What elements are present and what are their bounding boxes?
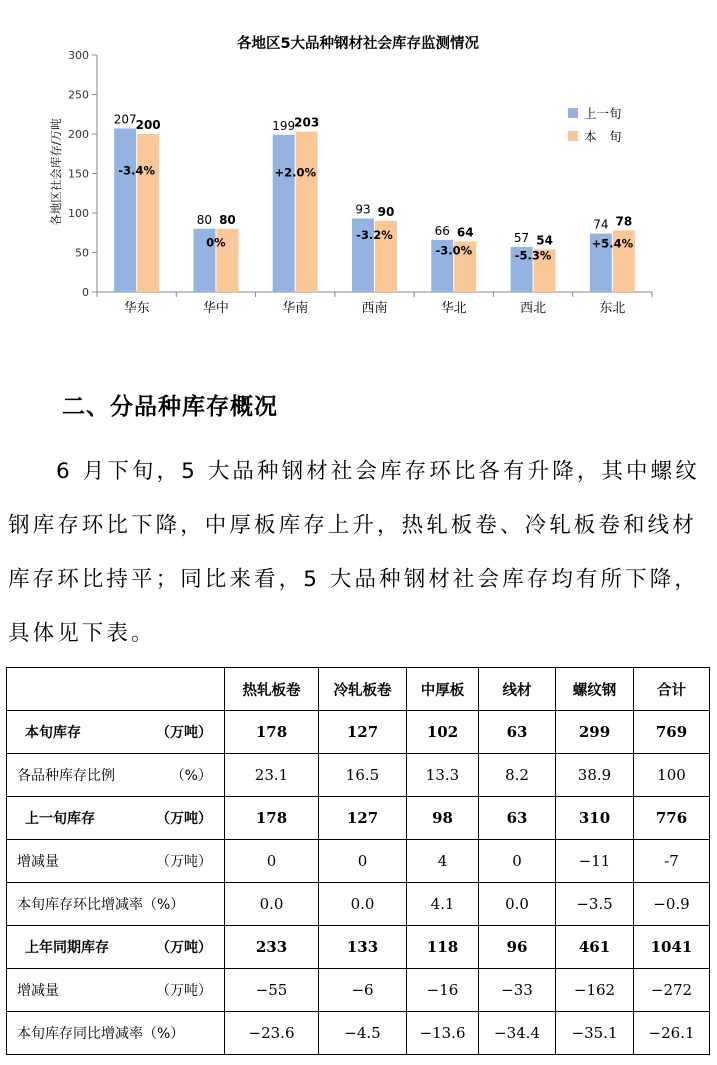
table-cell: 233	[225, 926, 319, 969]
table-cell: −35.1	[556, 1012, 634, 1055]
table-cell: 63	[479, 711, 556, 754]
y-tick-label: 150	[68, 167, 89, 181]
table-cell: 118	[407, 926, 479, 969]
table-cell: −3.5	[556, 883, 634, 926]
row-label-cell	[7, 797, 225, 840]
change-label: 0%	[206, 235, 226, 250]
y-tick-label: 200	[68, 128, 89, 141]
table-cell: 178	[225, 797, 319, 840]
table-cell: 4.1	[407, 883, 479, 926]
header-cell	[7, 668, 225, 711]
change-label: -5.3%	[514, 248, 552, 263]
bar-previous	[114, 128, 136, 292]
bar-current	[137, 134, 159, 292]
header-cell: 中厚板	[407, 668, 479, 711]
table-cell: 0.0	[225, 883, 319, 926]
x-tick-label: 华北	[440, 301, 467, 316]
row-label-cell	[7, 754, 225, 797]
table-cell: 1041	[634, 926, 710, 969]
y-tick-label: 250	[68, 88, 89, 102]
table-row	[7, 1012, 710, 1055]
table-header-row	[7, 668, 710, 711]
change-label: -3.2%	[356, 228, 393, 243]
row-label: 本旬库存同比增减率（%）	[17, 1026, 185, 1042]
row-unit: （万吨）	[156, 811, 212, 827]
table-cell: 16.5	[319, 754, 407, 797]
x-tick-label: 华中	[202, 301, 229, 316]
row-label-cell	[7, 926, 225, 969]
row-label: 各品种库存比例	[17, 768, 115, 784]
data-label-previous: 74	[593, 217, 609, 232]
data-label-previous: 93	[355, 202, 371, 217]
inventory-table	[6, 667, 710, 1055]
row-label: 本旬库存环比增减率（%）	[17, 897, 185, 913]
data-label-current: 200	[135, 118, 161, 132]
regional-inventory-chart	[0, 0, 717, 330]
table-cell: 63	[479, 797, 556, 840]
table-row	[7, 883, 710, 926]
data-label-current: 80	[219, 212, 236, 227]
change-label: -3.0%	[435, 243, 473, 258]
legend-label-previous: 上一旬	[584, 106, 622, 121]
table-cell: 127	[319, 711, 407, 754]
table-cell: −34.4	[479, 1012, 556, 1055]
data-label-current: 90	[377, 204, 395, 219]
table-cell: 776	[634, 797, 710, 840]
table-cell: −55	[225, 969, 319, 1012]
table-cell: 769	[634, 711, 710, 754]
table-cell: −26.1	[634, 1012, 710, 1055]
row-unit: （万吨）	[156, 940, 212, 956]
row-unit: （%）	[170, 768, 212, 784]
header-cell: 螺纹钢	[556, 668, 634, 711]
table-cell: −6	[319, 969, 407, 1012]
table-cell: -7	[634, 840, 710, 883]
y-tick-label: 50	[75, 246, 89, 260]
table-row	[7, 840, 710, 883]
row-label-cell	[7, 711, 225, 754]
y-tick-label: 0	[82, 286, 89, 299]
table-cell: 8.2	[479, 754, 556, 797]
table-cell: 38.9	[556, 754, 634, 797]
table-cell: 0	[225, 840, 319, 883]
table-cell: 0	[479, 840, 556, 883]
table-cell: 310	[556, 797, 634, 840]
table-cell: −272	[634, 969, 710, 1012]
legend-swatch-previous	[568, 108, 578, 118]
row-label: 增减量	[17, 983, 59, 999]
change-label: -3.4%	[118, 163, 155, 178]
y-axis-label: 各地区社会库存/万吨	[49, 118, 63, 226]
x-tick-label: 华东	[123, 301, 150, 316]
change-label: +2.0%	[274, 165, 316, 180]
row-unit: （万吨）	[156, 983, 212, 999]
table-row	[7, 711, 710, 754]
section-title: 二、分品种库存概况	[62, 394, 278, 420]
table-cell: 0.0	[479, 883, 556, 926]
row-label-cell	[7, 969, 225, 1012]
table-cell: 23.1	[225, 754, 319, 797]
change-label: +5.4%	[591, 236, 634, 251]
table-cell: −16	[407, 969, 479, 1012]
data-label-previous: 57	[513, 230, 530, 245]
data-label-current: 54	[536, 233, 553, 248]
row-label: 本旬库存	[25, 725, 81, 741]
table-cell: 127	[319, 797, 407, 840]
header-cell: 冷轧板卷	[319, 668, 407, 711]
table-cell: 133	[319, 926, 407, 969]
table-cell: −33	[479, 969, 556, 1012]
table-row	[7, 969, 710, 1012]
row-label-cell	[7, 1012, 225, 1055]
row-label: 上一旬库存	[25, 811, 95, 827]
data-label-previous: 207	[113, 112, 137, 127]
table-cell: −0.9	[634, 883, 710, 926]
table-cell: 13.3	[407, 754, 479, 797]
header-cell: 合计	[634, 668, 710, 711]
table-cell: −23.6	[225, 1012, 319, 1055]
data-label-previous: 80	[196, 212, 213, 227]
row-label-cell	[7, 883, 225, 926]
header-cell: 热轧板卷	[225, 668, 319, 711]
table-cell: 0	[319, 840, 407, 883]
table-cell: 4	[407, 840, 479, 883]
table-cell: 96	[479, 926, 556, 969]
data-label-previous: 66	[434, 223, 450, 238]
x-tick-label: 华南	[282, 301, 309, 316]
row-label: 增减量	[17, 854, 59, 870]
data-label-previous: 199	[272, 118, 296, 133]
y-tick-label: 100	[68, 207, 89, 220]
table-cell: 178	[225, 711, 319, 754]
chart-title: 各地区5大品种钢材社会库存监测情况	[236, 36, 480, 52]
table-cell: −11	[556, 840, 634, 883]
bar-previous	[273, 135, 295, 292]
table-cell: 299	[556, 711, 634, 754]
table-row	[7, 797, 710, 840]
x-tick-label: 西南	[361, 301, 388, 316]
table-cell: 102	[407, 711, 479, 754]
legend-swatch-current	[568, 131, 578, 141]
table-cell: 0.0	[319, 883, 407, 926]
table-row	[7, 754, 710, 797]
table-cell: 100	[634, 754, 710, 797]
y-tick-label: 300	[68, 49, 89, 62]
header-cell: 线材	[479, 668, 556, 711]
table-cell: −4.5	[319, 1012, 407, 1055]
bar-current	[296, 132, 318, 292]
data-label-current: 64	[456, 225, 474, 240]
table-row	[7, 926, 710, 969]
row-unit: （万吨）	[156, 725, 212, 741]
data-label-current: 203	[294, 115, 320, 130]
row-label-cell	[7, 840, 225, 883]
row-unit: （万吨）	[156, 854, 212, 870]
x-tick-label: 东北	[599, 301, 626, 316]
table-cell: −162	[556, 969, 634, 1012]
data-label-current: 78	[615, 214, 633, 229]
summary-paragraph: 6 月下旬，5 大品种钢材社会库存环比各有升降，其中螺纹钢库存环比下降，中厚板库存上升，热轧板卷、冷轧板卷和线材库存环比持平；同比来看，5 大品种钢材社会库存均有所下降，具体见下表。	[8, 459, 700, 646]
table-cell: −13.6	[407, 1012, 479, 1055]
x-tick-label: 西北	[520, 301, 547, 316]
legend-label-current: 本 旬	[584, 129, 622, 144]
table-cell: 98	[407, 797, 479, 840]
row-label: 上年同期库存	[25, 940, 109, 956]
table-cell: 461	[556, 926, 634, 969]
